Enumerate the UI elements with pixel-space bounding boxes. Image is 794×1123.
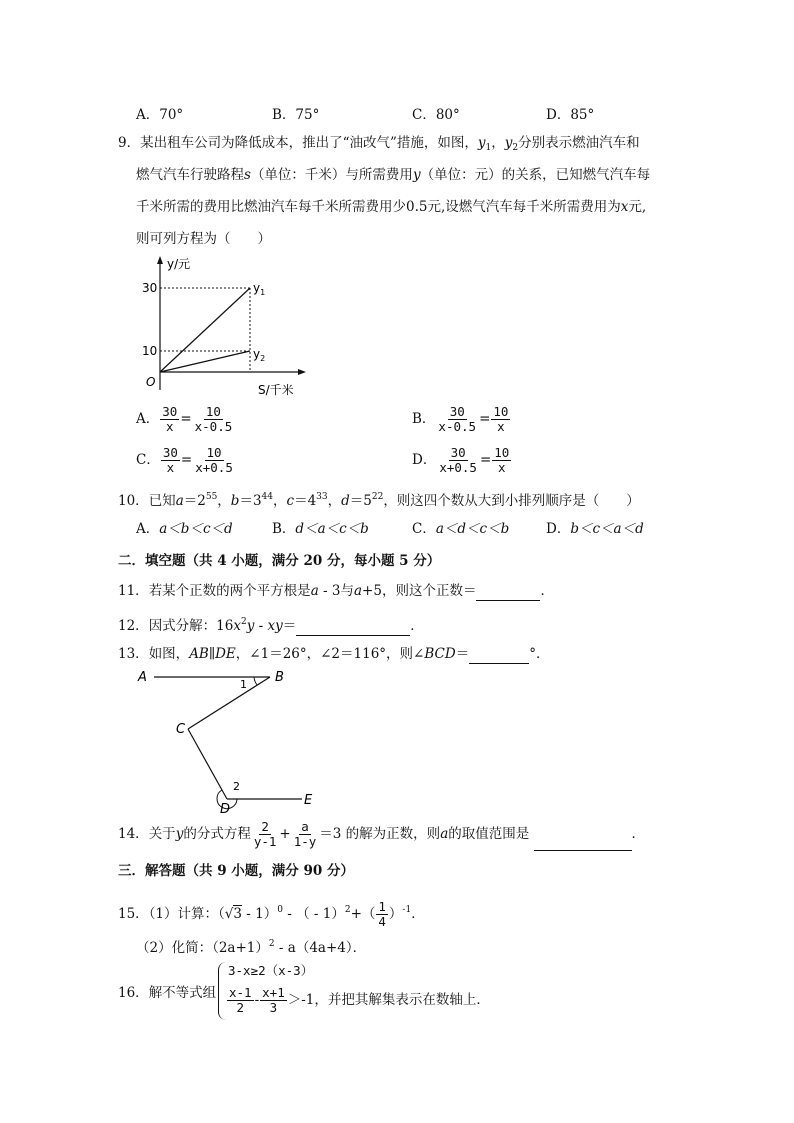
tick-10: 10 — [142, 344, 158, 358]
point-a: A — [138, 670, 147, 685]
q16-inequality-2: $\frac{x-1}{2}$ - $\frac{x+1}{3}$ ＞-1，并把其解集表示在数轴上． — [229, 985, 490, 1015]
q16-inequality-1: 3-x≥2（x-3） — [228, 963, 314, 978]
q9-line-4: 则可列方程为（ ） — [136, 231, 271, 247]
point-b: B — [275, 670, 284, 685]
q10-option-a: A．a＜b＜c＜d — [136, 521, 233, 537]
x-axis-arrow-icon — [298, 369, 306, 375]
q11-answer-blank[interactable] — [476, 586, 540, 601]
segment-cd — [188, 729, 227, 799]
q8-option-d: D．85° — [546, 107, 595, 123]
q14: 14．关于y的分式方程 $\frac{2}{y-1}$ + $\frac{a}{1-y}$ ＝3 的解为正数，则a的取值范围是 ． — [118, 819, 646, 849]
q12-answer-blank[interactable] — [296, 621, 410, 636]
tick-30: 30 — [142, 281, 158, 295]
q9-option-c: C． $\frac{30}{x}$ = $\frac{10}{x+0.5}$ — [136, 445, 233, 475]
line-y2 — [160, 351, 250, 372]
label-y2: $y_2$ — [253, 347, 266, 363]
q10-option-c: C．a＜d＜c＜b — [412, 521, 510, 537]
q14-answer-blank[interactable] — [534, 836, 632, 851]
q13-figure — [136, 667, 326, 815]
section-2-heading: 二．填空题（共 4 小题，满分 20 分，每小题 5 分） — [118, 553, 441, 569]
q10-option-d: D．b＜c＜a＜d — [546, 521, 644, 537]
line-y1 — [160, 288, 250, 372]
q10-option-b: B．d＜a＜c＜b — [272, 521, 369, 537]
label-y1: $y_1$ — [253, 281, 266, 297]
point-c: C — [176, 722, 186, 737]
q8-option-c: C．80° — [412, 107, 460, 123]
q13-answer-blank[interactable] — [469, 649, 529, 664]
q8-option-a: A．70° — [136, 107, 184, 123]
q9-line-2: 燃气汽车行驶路程s（单位：千米）与所需费用y（单位：元）的关系，已知燃气汽车每 — [136, 167, 651, 183]
q9-graph — [140, 254, 310, 396]
point-e: E — [304, 793, 313, 808]
q9-option-a: A． $\frac{30}{x}$ = $\frac{10}{x-0.5}$ — [136, 404, 233, 434]
segment-bc — [188, 677, 270, 729]
q8-option-b: B．75° — [272, 107, 320, 123]
angle-1-label: 1 — [240, 678, 247, 691]
sqrt-icon: √ — [224, 906, 234, 922]
q9-option-b: B． $\frac{30}{x-0.5}$ = $\frac{10}{x}$ — [412, 404, 509, 434]
q15-part-1: 15．（1）计算：（√3 - 1）$^0$ - （ - 1）$^2$+（ $\frac{1}{4}$ ）$^{-1}$． — [118, 899, 425, 929]
q11: 11．若某个正数的两个平方根是a - 3与a+5，则这个正数＝ ． — [118, 583, 554, 599]
y-axis-label: y/元 — [167, 257, 191, 271]
q16-stem: 16．解不等式组 — [118, 985, 217, 1001]
q15-part-2: （2）化简：$(2a+1)^2 - a(4a+4)$． — [136, 939, 367, 956]
origin-label: O — [146, 375, 156, 389]
x-axis-label: S/千米 — [258, 383, 294, 396]
angle-1-arc — [254, 677, 257, 685]
q9-line-3: 千米所需的费用比燃油汽车每千米所需费用少0.5元,设燃气汽车每千米所需费用为x元, — [136, 199, 647, 215]
y-axis-arrow-icon — [157, 256, 163, 264]
q10-stem: 10．已知$a=2^{55}$，$b=3^{44}$，$c=4^{33}$，$d=5^{22}$，则这四个数从大到小排列顺序是（ ） — [118, 492, 640, 509]
q9-line-1: 9．某出租车公司为降低成本，推出了“油改气”措施，如图，$y_1$，$y_2$分别表示燃油汽车和 — [118, 135, 640, 153]
q12: 12．因式分解：$16x^2y - xy=$ ． — [118, 617, 424, 634]
q9-option-d: D． $\frac{30}{x+0.5}$ = $\frac{10}{x}$ — [412, 445, 510, 475]
angle-2-label: 2 — [233, 780, 240, 793]
point-d: D — [220, 802, 231, 815]
q13: 13．如图，AB∥DE，∠1＝26°，∠2＝116°，则∠BCD＝ °． — [118, 646, 550, 662]
section-3-heading: 三．解答题（共 9 小题，满分 90 分） — [118, 863, 354, 879]
